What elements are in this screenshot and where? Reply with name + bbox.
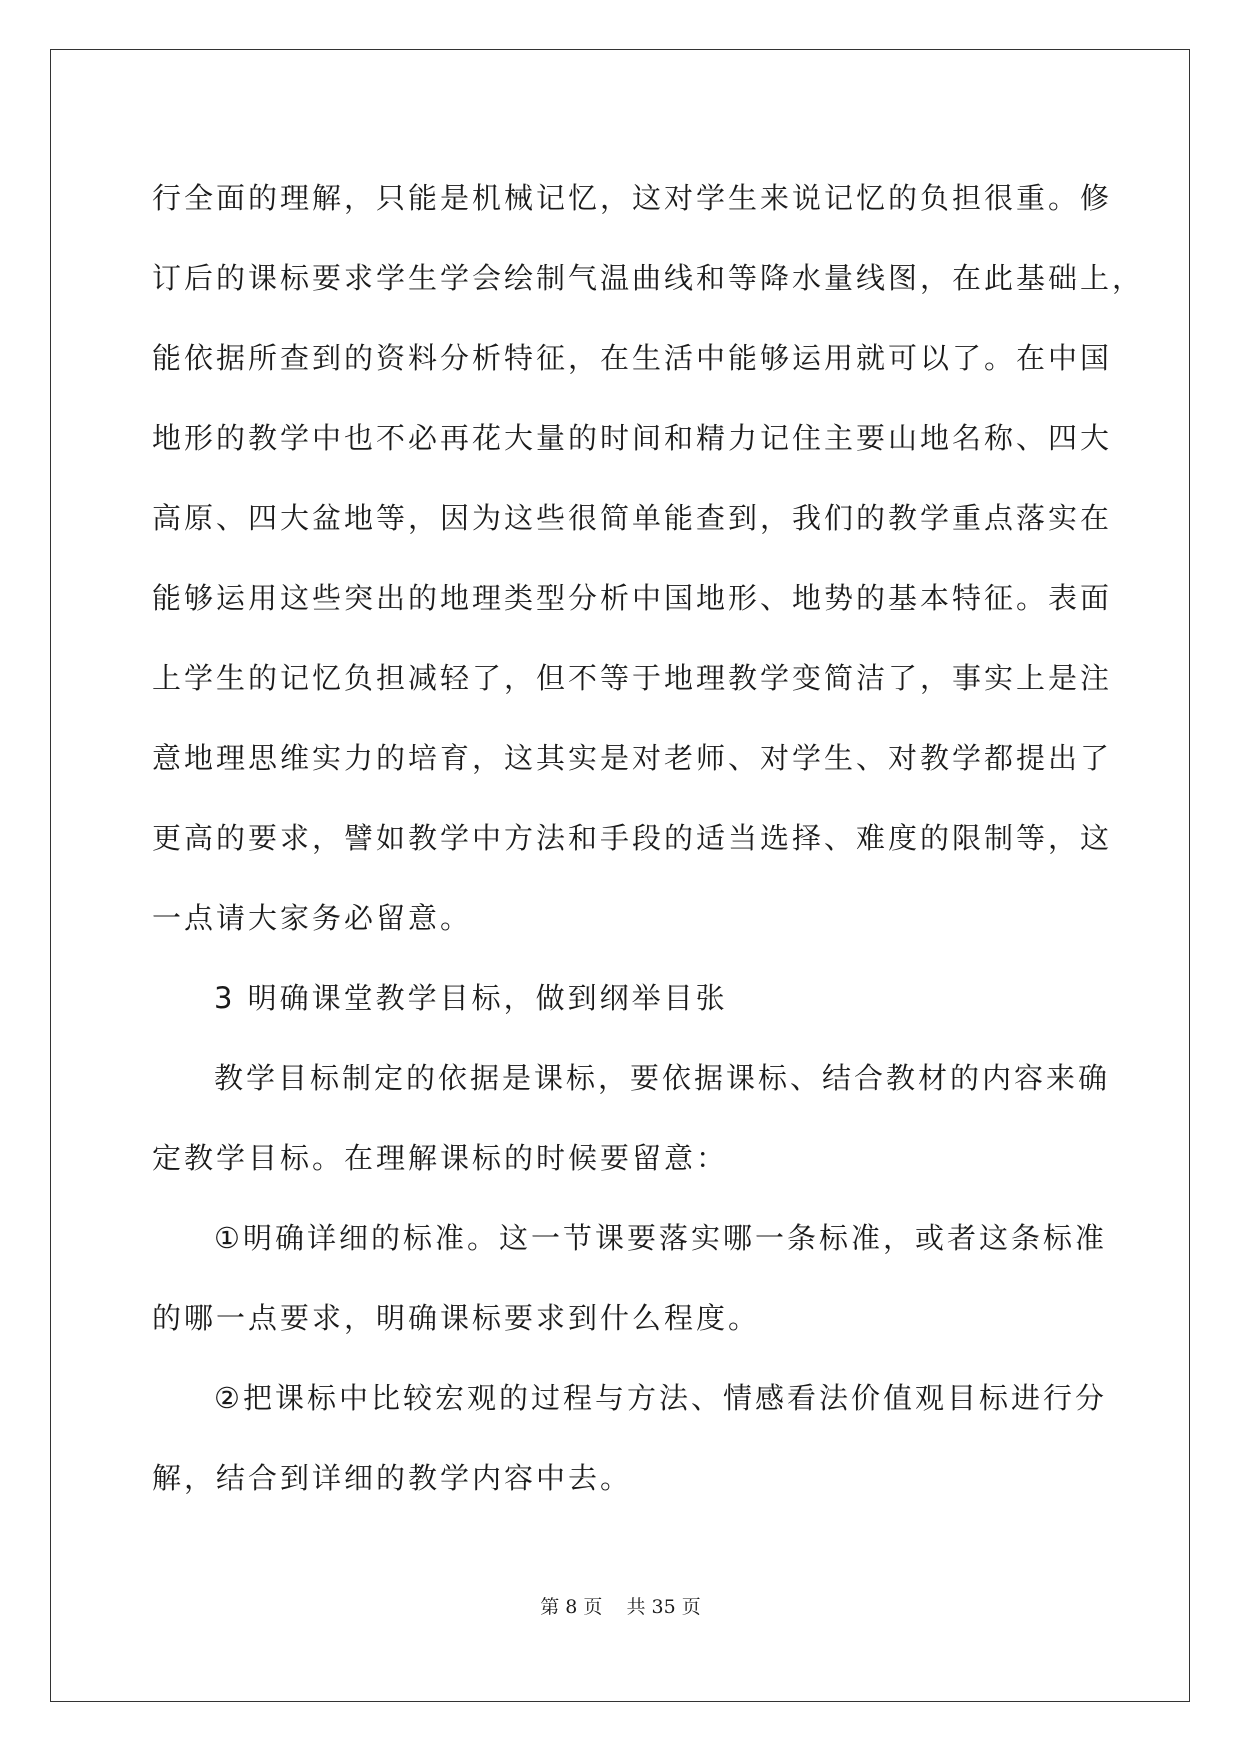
text-line: 意地理思维实力的培育，这其实是对老师、对学生、对教学都提出了 — [152, 741, 1113, 775]
text-line: 上学生的记忆负担减轻了，但不等于地理教学变简洁了，事实上是注 — [152, 661, 1113, 695]
total-pages: 共 35 页 — [626, 1596, 701, 1618]
text-line: 高原、四大盆地等，因为这些很简单能查到，我们的教学重点落实在 — [152, 501, 1113, 535]
text-line: 定教学目标。在理解课标的时候要留意： — [152, 1141, 729, 1175]
list-item-1: ①明确详细的标准。这一节课要落实哪一条标准，或者这条标准 — [214, 1221, 1107, 1255]
text-line: 解，结合到详细的教学内容中去。 — [152, 1461, 633, 1495]
text-line: 地形的教学中也不必再花大量的时间和精力记住主要山地名称、四大 — [152, 421, 1113, 455]
page-number: 第 8 页 — [540, 1596, 603, 1618]
text-line: 更高的要求，譬如教学中方法和手段的适当选择、难度的限制等，这 — [152, 821, 1113, 855]
text-line: 一点请大家务必留意。 — [152, 901, 473, 935]
document-body — [152, 158, 1145, 1518]
section-heading: 3 明确课堂教学目标，做到纲举目张 — [214, 981, 728, 1015]
text-line: 订后的课标要求学生学会绘制气温曲线和等降水量线图，在此基础上， — [152, 261, 1145, 295]
text-line: 行全面的理解，只能是机械记忆，这对学生来说记忆的负担很重。修 — [152, 181, 1113, 215]
text-line: 教学目标制定的依据是课标，要依据课标、结合教材的内容来确 — [214, 1061, 1111, 1095]
page-footer — [0, 1592, 1241, 1619]
text-line: 能够运用这些突出的地理类型分析中国地形、地势的基本特征。表面 — [152, 581, 1113, 615]
text-line: 能依据所查到的资料分析特征，在生活中能够运用就可以了。在中国 — [152, 341, 1113, 375]
list-item-2: ②把课标中比较宏观的过程与方法、情感看法价值观目标进行分 — [214, 1381, 1107, 1415]
text-line: 的哪一点要求，明确课标要求到什么程度。 — [152, 1301, 761, 1335]
